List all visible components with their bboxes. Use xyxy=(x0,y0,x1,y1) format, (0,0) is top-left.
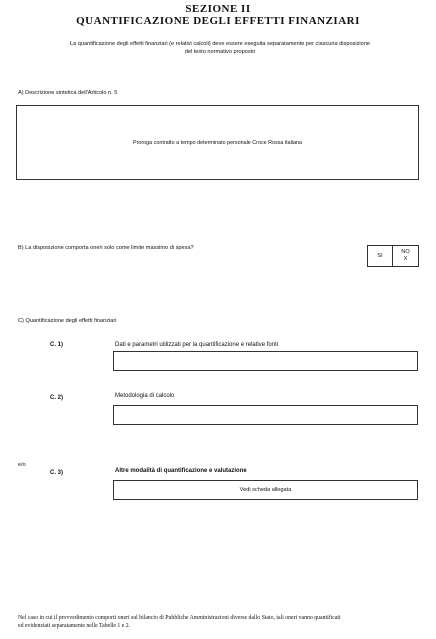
section-c-label: C) Quantificazione degli effetti finanziari xyxy=(18,318,117,324)
intro-line-1: La quantificazione degli effetti finanziari (e relativi calcoli) deve essere eseguita separatamente per ciascuna disposizione xyxy=(70,41,370,47)
c2-label: Metodologia di calcolo xyxy=(115,393,175,399)
footer-note-line-1: Nel caso in cui il provvedimento comporti oneri sul bilancio di Pubbliche Amministrazioni diverse dallo Stato, tali oneri vanno quantificati xyxy=(18,615,341,621)
si-cell: SI xyxy=(368,246,393,266)
section-a-description-box xyxy=(16,105,419,180)
yes-no-box xyxy=(367,245,419,267)
intro-text xyxy=(20,40,420,56)
no-cell xyxy=(393,246,418,266)
no-label: NO xyxy=(401,249,410,255)
section-title: SEZIONE II xyxy=(185,3,251,15)
footer-note xyxy=(18,614,428,630)
c3-field-value: Vedi scheda allegata xyxy=(239,487,292,493)
section-a-description-text: Proroga contratto a tempo determinato personale Croce Rossa italiana xyxy=(133,139,302,146)
page-title: QUANTIFICAZIONE DEGLI EFFETTI FINANZIARI xyxy=(76,15,360,27)
c2-code: C. 2) xyxy=(50,395,64,401)
and-or-label: e/o xyxy=(18,462,26,468)
c1-code: C. 1) xyxy=(50,342,64,348)
c3-label: Altre modalità di quantificazione e valutazione xyxy=(115,468,247,474)
c1-field xyxy=(113,351,418,371)
section-b-label: B) La disposizione comporta oneri solo come limite massimo di spesa? xyxy=(18,245,194,251)
c3-code: C. 3) xyxy=(50,470,64,476)
c1-label: Dati e parametri utilizzati per la quantificazione e relative fonti xyxy=(115,342,279,348)
c3-field xyxy=(113,480,418,500)
c2-field xyxy=(113,405,418,425)
intro-line-2: del testo normativo proposto xyxy=(184,49,256,55)
section-a-label: A) Descrizione sintetica dell'Articolo n. 5 xyxy=(18,90,118,96)
no-checkmark: X xyxy=(403,256,408,262)
footer-note-line-2: ed evidenziati separatamente nelle Tabelle 1 e 2. xyxy=(18,623,131,629)
